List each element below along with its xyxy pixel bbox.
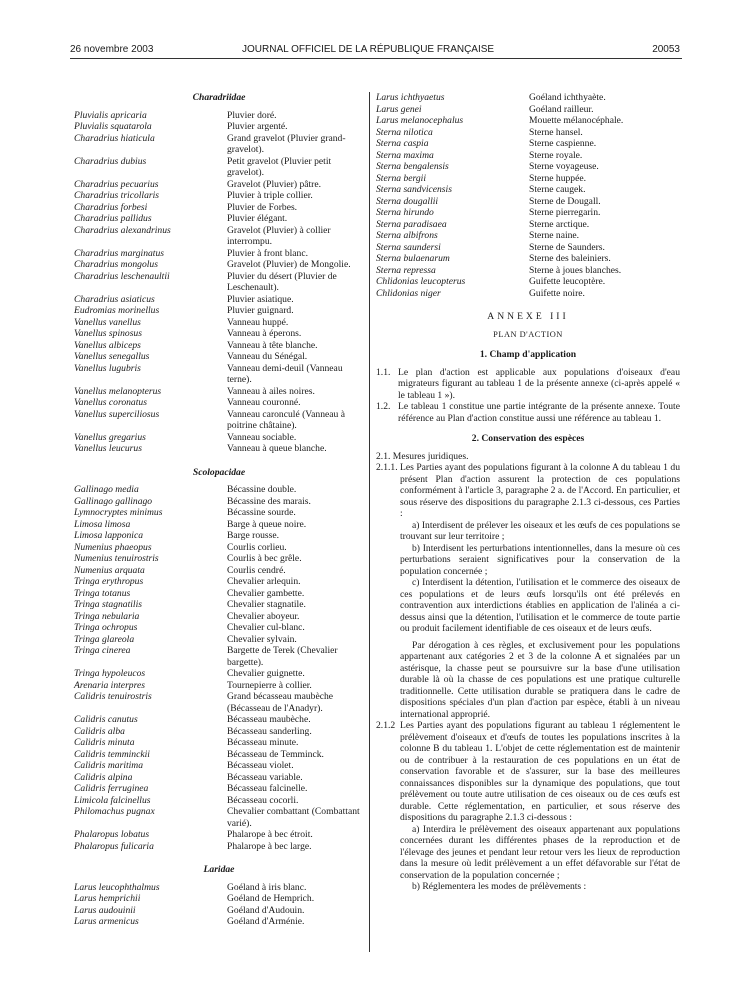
- common-name: Vanneau huppé.: [227, 316, 289, 328]
- scientific-name: Charadrius alexandrinus: [74, 224, 171, 236]
- scientific-name: Chlidonias niger: [376, 287, 441, 299]
- species-row: [74, 386, 364, 398]
- section-1-title: 1. Champ d'application: [479, 349, 577, 360]
- scientific-name: Limosa lapponica: [74, 530, 144, 541]
- scientific-name: Larus melanocephalus: [376, 115, 464, 126]
- common-name: Courlis à bec grêle.: [227, 553, 302, 564]
- scientific-name: Larus audouinii: [74, 904, 136, 916]
- species-row: [74, 271, 364, 294]
- scientific-name: Vanellus leucurus: [74, 443, 142, 454]
- scientific-name: Tringa erythropus: [74, 576, 144, 587]
- species-list-laridae-continued: [376, 92, 680, 299]
- common-name: Courlis corlieu.: [227, 541, 287, 553]
- common-name: Barge à queue noire.: [227, 518, 307, 530]
- common-name: Sterne arctique.: [529, 218, 590, 230]
- scientific-name: Vanellus senegallus: [74, 351, 150, 362]
- paragraph-2-1-1: [376, 462, 680, 720]
- common-name: Pluvier guignard.: [227, 305, 294, 316]
- species-row: [74, 202, 364, 214]
- common-name: Pluvier asiatique.: [227, 293, 294, 305]
- common-name: Phalarope à bec large.: [227, 840, 312, 852]
- species-row: [74, 599, 364, 611]
- scientific-name: Vanellus vanellus: [74, 316, 141, 328]
- species-row: [74, 565, 364, 577]
- common-name: Vanneau couronné.: [227, 397, 301, 408]
- paragraph-number: 2.1.2: [376, 720, 396, 731]
- common-name: Sterne de Dougall.: [529, 195, 601, 207]
- common-name: Pluvier doré.: [227, 109, 277, 121]
- species-row: [74, 110, 364, 122]
- species-row: [74, 225, 364, 248]
- species-row: [376, 115, 680, 127]
- scientific-name: Phalaropus fulicaria: [74, 840, 154, 852]
- species-row: [74, 783, 364, 795]
- scientific-name: Tringa stagnatilis: [74, 599, 142, 610]
- scientific-name: Tringa glareola: [74, 633, 135, 645]
- common-name: Goéland railleur.: [529, 103, 594, 115]
- scientific-name: Sterna sandvicensis: [376, 184, 452, 195]
- scientific-name: Calidris canutus: [74, 714, 138, 725]
- scientific-name: Sterna albifrons: [376, 230, 438, 241]
- common-name: Vanneau à tête blanche.: [227, 339, 318, 351]
- common-name: Grand gravelot (Pluvier grand-gravelot).: [227, 132, 346, 155]
- species-row: [74, 726, 364, 738]
- scientific-name: Numenius tenuirostris: [74, 553, 159, 564]
- scientific-name: Sterna saundersi: [376, 241, 441, 253]
- species-row: [74, 432, 364, 444]
- species-row: [74, 507, 364, 519]
- scientific-name: Calidris alba: [74, 725, 125, 737]
- species-row: [74, 259, 364, 271]
- paragraph-1-1: [376, 367, 680, 402]
- common-name: Barge rousse.: [227, 530, 280, 541]
- header-page-number: 20053: [652, 44, 680, 55]
- column-divider: [369, 92, 370, 952]
- scientific-name: Sterna bergii: [376, 172, 427, 184]
- scientific-name: Sterna repressa: [376, 264, 436, 276]
- scientific-name: Numenius arquata: [74, 564, 145, 576]
- scientific-name: Limosa limosa: [74, 518, 131, 530]
- species-row: [74, 772, 364, 784]
- scientific-name: Tringa ochropus: [74, 622, 138, 633]
- common-name: Sterne voyageuse.: [529, 161, 599, 172]
- left-column: [74, 92, 364, 928]
- scientific-name: Larus armenicus: [74, 916, 139, 927]
- item-b: b) Réglementera les modes de prélèvements :: [412, 881, 587, 892]
- species-row: [74, 542, 364, 554]
- common-name: Goéland d'Arménie.: [227, 916, 305, 927]
- species-row: [74, 905, 364, 917]
- species-row: [74, 916, 364, 928]
- scientific-name: Sterna bengalensis: [376, 161, 449, 172]
- species-row: [376, 104, 680, 116]
- species-row: [376, 127, 680, 139]
- scientific-name: Calidris minuta: [74, 737, 135, 748]
- scientific-name: Philomachus pugnax: [74, 806, 155, 817]
- species-row: [74, 294, 364, 306]
- common-name: Pluvier argenté.: [227, 121, 288, 132]
- scientific-name: Vanellus coronatus: [74, 397, 147, 408]
- scientific-name: Charadrius marginatus: [74, 247, 165, 259]
- scientific-name: Charadrius pecuarius: [74, 178, 159, 190]
- section-2-title: 2. Conservation des espèces: [471, 433, 585, 444]
- scientific-name: Sterna dougallii: [376, 195, 439, 207]
- scientific-name: Sterna maxima: [376, 149, 434, 161]
- common-name: Pluvier à triple collier.: [227, 190, 313, 201]
- species-row: [74, 530, 364, 542]
- paragraph-number: 1.2.: [376, 401, 391, 412]
- common-name: Goéland d'Audouin.: [227, 904, 305, 916]
- species-row: [74, 179, 364, 191]
- paragraph-text: Le plan d'action est applicable aux populations d'oiseaux d'eau migrateurs figurant au tableau 1 de la présente annexe (ci-après appelé « le tableau 1 »).: [398, 366, 680, 401]
- common-name: Goéland de Hemprich.: [227, 893, 315, 904]
- common-name: Vanneau à queue blanche.: [227, 443, 327, 454]
- species-row: [74, 328, 364, 340]
- species-row: [74, 749, 364, 761]
- common-name: Petit gravelot (Pluvier petit gravelot).: [227, 155, 332, 178]
- species-row: [376, 253, 680, 265]
- paragraph-number: 1.1.: [376, 366, 391, 378]
- species-row: [74, 737, 364, 749]
- common-name: Courlis cendré.: [227, 564, 286, 576]
- paragraph-body: [400, 720, 680, 893]
- page-header: [70, 44, 680, 58]
- species-row: [74, 588, 364, 600]
- scientific-name: Charadrius tricollaris: [74, 190, 160, 201]
- common-name: Chevalier combattant (Combattant varié).: [227, 806, 360, 829]
- species-row: [74, 645, 364, 668]
- common-name: Sterne pierregarin.: [529, 207, 601, 218]
- common-name: Vanneau à éperons.: [227, 328, 302, 339]
- header-date: 26 novembre 2003: [70, 44, 154, 55]
- scientific-name: Pluvialis apricaria: [74, 109, 147, 121]
- species-row: [74, 519, 364, 531]
- species-row: [74, 340, 364, 352]
- scientific-name: Tringa totanus: [74, 587, 131, 599]
- paragraph-1-2: [376, 401, 680, 424]
- scientific-name: Vanellus albiceps: [74, 339, 141, 351]
- species-list-scolopacidae: [74, 484, 364, 852]
- common-name: Vanneau caronculé (Vanneau à poitrine châtaine).: [227, 408, 345, 431]
- common-name: Grand bécasseau maubèche (Bécasseau de l'Anadyr).: [227, 691, 334, 714]
- common-name: Vanneau du Sénégal.: [227, 351, 308, 362]
- scientific-name: Sterna bulaenarum: [376, 253, 450, 264]
- annexe-title: ANNEXE III: [487, 311, 569, 322]
- common-name: Bécasseau de Temminck.: [227, 748, 324, 760]
- common-name: Chevalier gambette.: [227, 587, 305, 599]
- species-row: [376, 196, 680, 208]
- scientific-name: Vanellus melanopterus: [74, 385, 162, 397]
- common-name: Phalarope à bec étroit.: [227, 829, 313, 840]
- scientific-name: Arenaria interpres: [74, 679, 145, 691]
- common-name: Sterne hansel.: [529, 126, 583, 138]
- common-name: Mouette mélanocéphale.: [529, 115, 624, 126]
- scientific-name: Gallinago media: [74, 484, 139, 495]
- common-name: Goéland à iris blanc.: [227, 881, 307, 893]
- species-row: [74, 760, 364, 772]
- family-title-scolopacidae: Scolopacidae: [192, 466, 246, 478]
- item-c: c) Interdisent la détention, l'utilisation et le commerce des oiseaux de ces populations et de leurs œufs lorsqu'ils ont été prélevés en contravention aux interdictions établies en application de l'alinéa a ci-dessus ainsi que la détention, l'utilisation et le commerce de toute partie ou produit facilement identifiable de ces oiseaux et de leurs œufs.: [400, 577, 680, 634]
- scientific-name: Calidris ferruginea: [74, 783, 149, 794]
- common-name: Bargette de Terek (Chevalier bargette).: [227, 645, 338, 668]
- common-name: Sterne naine.: [529, 230, 580, 241]
- paragraph-number: 2.1.1.: [376, 462, 398, 473]
- species-row: [74, 156, 364, 179]
- species-row: [74, 305, 364, 317]
- species-row: [74, 351, 364, 363]
- scientific-name: Phalaropus lobatus: [74, 829, 150, 840]
- species-row: [74, 893, 364, 905]
- species-row: [376, 207, 680, 219]
- species-row: [376, 173, 680, 185]
- common-name: Sterne à joues blanches.: [529, 264, 622, 276]
- scientific-name: Charadrius asiaticus: [74, 293, 155, 305]
- common-name: Goéland ichthyaète.: [529, 92, 606, 103]
- scientific-name: Charadrius hiaticula: [74, 132, 155, 144]
- paragraph-text: Les Parties ayant des populations figurant à la colonne A du tableau 1 du présent Plan d'action assurent la protection de ces populations conformément à l'article 3, paragraphe 2 a. de l'Accord. En particulier, et sous réserve des dispositions du paragraphe 2.1.3 ci-dessous, ces Parties :: [400, 462, 680, 519]
- common-name: Bécasseau falcinelle.: [227, 783, 308, 794]
- common-name: Guifette noire.: [529, 287, 585, 299]
- item-b: b) Interdisent les perturbations intentionnelles, dans la mesure où ces perturbations seraient significatives pour la conservation de la population concernée ;: [400, 542, 680, 577]
- scientific-name: Larus genei: [376, 103, 422, 115]
- scientific-name: Tringa nebularia: [74, 610, 140, 622]
- scientific-name: Sterna caspia: [376, 138, 429, 149]
- species-row: [74, 443, 364, 455]
- common-name: Bécassine double.: [227, 484, 297, 495]
- paragraph-text: Les Parties ayant des populations figurant au tableau 1 réglementent le prélèvement d'oiseaux et d'œufs de toutes les populations inscrites à la colonne B du tableau 1. L'objet de cette réglementation est de maintenir ou de contribuer à la restauration de ces populations en un état de conservation favorable et de s'assurer, sur la base des meilleures connaissances disponibles sur la dynamique des populations, que tout prélèvement ou toute autre utilisation de ces oiseaux ou de ces œufs est durable. Cette réglementation, en particulier, et sous réserve des dispositions du paragraphe 2.1.3 ci-dessous :: [400, 720, 680, 823]
- species-row: [74, 882, 364, 894]
- scientific-name: Vanellus lugubris: [74, 362, 141, 374]
- common-name: Chevalier guignette.: [227, 668, 305, 679]
- species-row: [74, 634, 364, 646]
- scientific-name: Charadrius leschenaultii: [74, 270, 170, 282]
- common-name: Pluvier du désert (Pluvier de Leschenault).: [227, 270, 337, 293]
- scientific-name: Eudromias morinellus: [74, 305, 160, 316]
- plan-title: PLAN D'ACTION: [493, 329, 563, 339]
- species-row: [74, 806, 364, 829]
- common-name: Gravelot (Pluvier) pâtre.: [227, 178, 322, 190]
- common-name: Chevalier sylvain.: [227, 633, 297, 645]
- species-row: [74, 691, 364, 714]
- item-a: a) Interdisent de prélever les oiseaux et les œufs de ces populations se trouvant sur leur territoire ;: [400, 519, 681, 542]
- species-row: [74, 213, 364, 225]
- scientific-name: Vanellus spinosus: [74, 328, 142, 339]
- family-title-charadriidae: Charadriidae: [192, 92, 246, 103]
- family-title-laridae: Laridae: [203, 864, 235, 875]
- common-name: Chevalier cul-blanc.: [227, 622, 305, 633]
- species-row: [376, 161, 680, 173]
- species-row: [74, 363, 364, 386]
- scientific-name: Tringa hypoleucos: [74, 668, 146, 679]
- common-name: Bécasseau minute.: [227, 737, 299, 748]
- species-row: [74, 668, 364, 680]
- species-row: [376, 92, 680, 104]
- species-row: [74, 829, 364, 841]
- scientific-name: Gallinago gallinago: [74, 495, 153, 507]
- common-name: Bécasseau violet.: [227, 760, 294, 771]
- common-name: Chevalier arlequin.: [227, 576, 301, 587]
- scientific-name: Calidris alpina: [74, 771, 133, 783]
- common-name: Sterne huppée.: [529, 172, 587, 184]
- common-name: Chevalier stagnatile.: [227, 599, 306, 610]
- species-row: [74, 317, 364, 329]
- common-name: Bécassine des marais.: [227, 495, 311, 507]
- common-name: Sterne des baleiniers.: [529, 253, 611, 264]
- scientific-name: Calidris temminckii: [74, 748, 150, 760]
- paragraph-2-1-2: [376, 720, 680, 893]
- species-row: [74, 133, 364, 156]
- species-row: [74, 553, 364, 565]
- species-row: [74, 248, 364, 260]
- scientific-name: Charadrius pallidus: [74, 213, 152, 224]
- paragraph-text: Le tableau 1 constitue une partie intégrante de la présente annexe. Toute référence au Plan d'action constitue aussi une référence au tableau 1.: [398, 401, 680, 424]
- species-row: [376, 276, 680, 288]
- scientific-name: Limicola falcinellus: [74, 794, 151, 806]
- scientific-name: Vanellus gregarius: [74, 431, 146, 443]
- species-row: [376, 184, 680, 196]
- common-name: Chevalier aboyeur.: [227, 610, 300, 622]
- header-journal-title: JOURNAL OFFICIEL DE LA RÉPUBLIQUE FRANÇAISE: [242, 44, 495, 55]
- species-list-laridae: [74, 882, 364, 928]
- species-row: [74, 121, 364, 133]
- common-name: Pluvier à front blanc.: [227, 247, 308, 259]
- species-row: [376, 150, 680, 162]
- scientific-name: Tringa cinerea: [74, 645, 131, 656]
- species-row: [74, 576, 364, 588]
- common-name: Tournepierre à collier.: [227, 679, 312, 691]
- common-name: Pluvier élégant.: [227, 213, 288, 224]
- scientific-name: Calidris maritima: [74, 760, 144, 771]
- common-name: Vanneau sociable.: [227, 431, 297, 443]
- species-row: [74, 496, 364, 508]
- scientific-name: Sterna hirundo: [376, 207, 434, 218]
- species-row: [74, 190, 364, 202]
- common-name: Gravelot (Pluvier) à collier interrompu.: [227, 224, 331, 247]
- scientific-name: Sterna paradisaea: [376, 218, 447, 230]
- common-name: Bécassine sourde.: [227, 507, 296, 518]
- common-name: Bécasseau variable.: [227, 771, 303, 783]
- common-name: Sterne de Saunders.: [529, 241, 605, 253]
- species-row: [376, 219, 680, 231]
- species-row: [74, 409, 364, 432]
- common-name: Guifette leucoptère.: [529, 276, 606, 287]
- species-row: [74, 611, 364, 623]
- scientific-name: Chlidonias leucopterus: [376, 276, 466, 287]
- scientific-name: Sterna nilotica: [376, 126, 433, 138]
- scientific-name: Pluvialis squatarola: [74, 121, 152, 132]
- scientific-name: Larus leucophthalmus: [74, 881, 160, 893]
- species-row: [74, 622, 364, 634]
- scientific-name: Calidris tenuirostris: [74, 691, 152, 702]
- header-rule: [70, 58, 682, 59]
- common-name: Sterne caspienne.: [529, 138, 597, 149]
- paragraph-body: [400, 462, 680, 720]
- scientific-name: Larus hemprichii: [74, 893, 141, 904]
- scientific-name: Lymnocryptes minimus: [74, 507, 163, 518]
- scientific-name: Charadrius forbesi: [74, 201, 148, 213]
- item-a: a) Interdira le prélèvement des oiseaux appartenant aux populations concernées durant les différentes phases de la reproduction et de l'élevage des jeunes et pendant leur retour vers les lieux de reproduction dans la mesure où ledit prélèvement a un effet défavorable sur l'état de conservation de la population concernée ;: [400, 823, 680, 881]
- scientific-name: Larus ichthyaetus: [376, 92, 445, 103]
- species-row: [376, 242, 680, 254]
- scientific-name: Charadrius dubius: [74, 155, 147, 167]
- species-row: [376, 138, 680, 150]
- scientific-name: Vanellus superciliosus: [74, 408, 160, 420]
- common-name: Vanneau demi-deuil (Vanneau terne).: [227, 362, 343, 385]
- common-name: Sterne caugek.: [529, 184, 586, 195]
- species-row: [74, 397, 364, 409]
- right-column: [376, 92, 680, 893]
- species-row: [376, 288, 680, 300]
- species-row: [74, 714, 364, 726]
- common-name: Bécasseau sanderling.: [227, 725, 312, 737]
- species-row: [376, 265, 680, 277]
- common-name: Vanneau à ailes noires.: [227, 385, 315, 397]
- species-row: [74, 484, 364, 496]
- common-name: Sterne royale.: [529, 149, 583, 161]
- species-row: [376, 230, 680, 242]
- common-name: Bécasseau cocorli.: [227, 794, 299, 806]
- derogation-text: Par dérogation à ces règles, et exclusivement pour les populations appartenant aux catégories 2 et 3 de la colonne A et signalées par un astérisque, la chasse peut se poursuivre sur la base d'une utilisation durable là où la chasse de ces populations est une pratique culturelle traditionnelle. Cette utilisation durable se pratiquera dans le cadre de dispositions spéciales d'un plan d'action par espèce, établi à un niveau international approprié.: [400, 639, 680, 720]
- scientific-name: Charadrius mongolus: [74, 259, 158, 270]
- common-name: Gravelot (Pluvier) de Mongolie.: [227, 259, 351, 270]
- species-row: [74, 841, 364, 853]
- species-row: [74, 795, 364, 807]
- common-name: Pluvier de Forbes.: [227, 201, 298, 213]
- common-name: Bécasseau maubèche.: [227, 714, 311, 725]
- paragraph-2-1: 2.1. Mesures juridiques.: [376, 450, 469, 462]
- species-list-charadriidae: [74, 110, 364, 455]
- scientific-name: Numenius phaeopus: [74, 541, 152, 553]
- species-row: [74, 680, 364, 692]
